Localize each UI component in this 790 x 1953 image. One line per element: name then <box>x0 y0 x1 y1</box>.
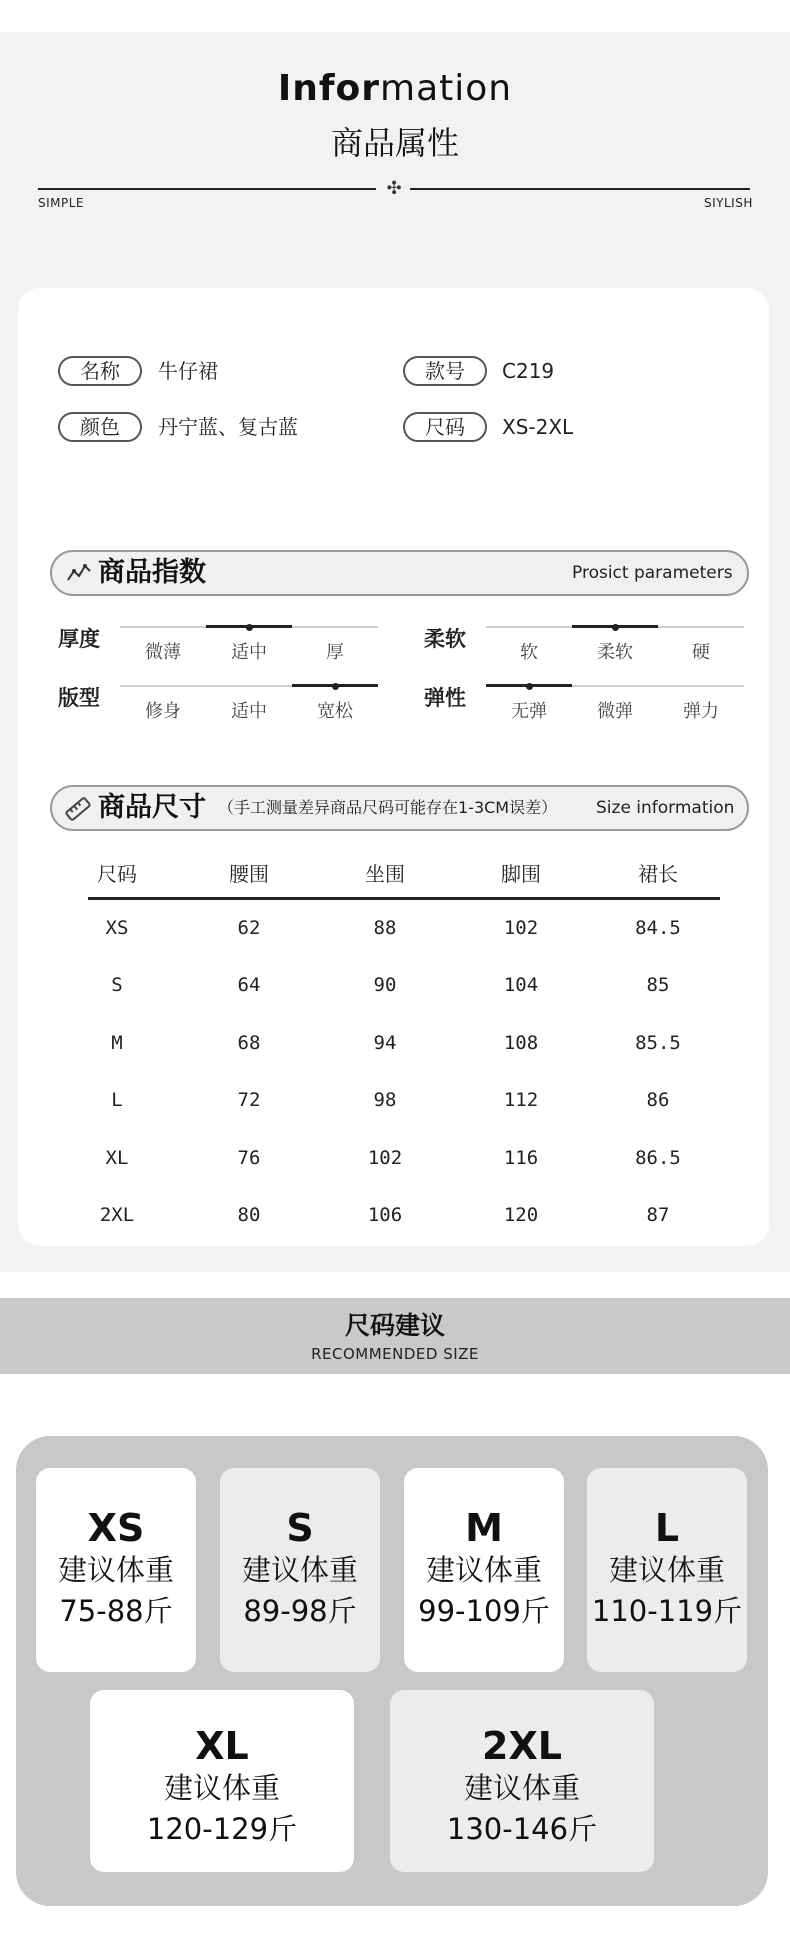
size-table-cell: 84.5 <box>635 917 681 939</box>
size-table-cell: 68 <box>237 1031 261 1054</box>
index-scale-marker <box>246 624 253 631</box>
recommend-box <box>587 1468 747 1672</box>
size-table-cell: 108 <box>503 1031 539 1054</box>
attr-label-color: 颜色 <box>58 412 142 442</box>
recommend-box <box>220 1468 380 1672</box>
size-table-header-rule <box>88 897 720 900</box>
size-table-cell: 87 <box>646 1204 670 1226</box>
recommend-weight-range: 89-98斤 <box>243 1594 357 1628</box>
size-table-cell: 86 <box>646 1089 670 1112</box>
index-scale-option: 硬 <box>692 642 710 663</box>
index-scale-marker <box>612 624 619 631</box>
size-table-header-cell: 坐围 <box>365 862 405 886</box>
index-scale-option: 弹力 <box>683 701 719 722</box>
recommend-weight-range: 75-88斤 <box>59 1594 173 1628</box>
recommend-subtitle: RECOMMENDED SIZE <box>311 1345 479 1363</box>
recommend-weight-label: 建议体重 <box>425 1553 542 1587</box>
size-table-cell: 2XL <box>99 1204 135 1226</box>
index-scale-option: 适中 <box>231 701 267 722</box>
attr-value-style-no: C219 <box>502 359 555 383</box>
info-subheading: 商品属性 <box>330 124 459 162</box>
recommend-weight-label: 建议体重 <box>241 1553 358 1587</box>
recommend-box <box>36 1468 196 1672</box>
recommend-weight-label: 建议体重 <box>608 1553 725 1587</box>
size-table-cell: S <box>111 974 123 997</box>
recommend-box <box>390 1690 654 1872</box>
index-label: 厚度 <box>58 627 100 651</box>
size-table-cell: 112 <box>503 1089 539 1112</box>
recommend-size: L <box>654 1506 680 1550</box>
index-scale-option: 宽松 <box>317 701 353 722</box>
index-scale-option: 柔软 <box>597 642 633 663</box>
index-scale-option: 厚 <box>326 642 344 663</box>
attr-value-color: 丹宁蓝、复古蓝 <box>158 415 298 439</box>
size-section-en: Size information <box>596 798 735 818</box>
size-table-cell: XL <box>105 1146 129 1169</box>
size-table-header-cell: 腰围 <box>229 862 269 886</box>
size-table-header-cell: 裙长 <box>638 862 678 886</box>
size-table-cell: 116 <box>503 1146 539 1169</box>
recommend-weight-range: 120-129斤 <box>146 1812 298 1846</box>
recommend-weight-label: 建议体重 <box>463 1771 580 1805</box>
size-table-cell: 102 <box>367 1146 403 1169</box>
recommend-size: XL <box>195 1724 249 1768</box>
recommend-box <box>404 1468 564 1672</box>
chart-line-icon <box>66 562 92 584</box>
index-scale-option: 修身 <box>145 701 181 722</box>
size-table-cell: 76 <box>237 1146 261 1169</box>
size-table-cell: 85.5 <box>635 1031 681 1054</box>
attr-label-style-no: 款号 <box>403 356 487 386</box>
info-heading: Information <box>277 68 513 109</box>
size-table-cell: 72 <box>237 1089 261 1112</box>
index-scale-marker <box>332 683 339 690</box>
size-table-cell: M <box>111 1031 123 1054</box>
size-table-header-cell: 尺码 <box>97 862 137 886</box>
attr-label-name: 名称 <box>58 356 142 386</box>
size-table-cell: 120 <box>503 1204 539 1226</box>
size-section-title: 商品尺寸 <box>98 792 206 823</box>
attr-value-size: XS-2XL <box>502 415 574 439</box>
divider-ornament-icon: ✣ <box>386 178 402 199</box>
index-scale-option: 适中 <box>231 642 267 663</box>
divider-left <box>38 188 376 190</box>
size-table-cell: 104 <box>503 974 539 997</box>
size-table-cell: 90 <box>373 974 397 997</box>
attr-label-size: 尺码 <box>403 412 487 442</box>
index-label: 柔软 <box>424 627 466 651</box>
size-table-cell: 102 <box>503 917 539 939</box>
recommend-size: XS <box>87 1506 145 1550</box>
recommend-weight-range: 99-109斤 <box>418 1594 550 1628</box>
index-section-title: 商品指数 <box>98 557 206 588</box>
tag-simple: SIMPLE <box>38 196 85 210</box>
attr-value-name: 牛仔裙 <box>158 359 218 383</box>
size-table-cell: 62 <box>237 917 261 939</box>
tag-stylish: SIYLISH <box>704 196 753 210</box>
size-section-note: （手工测量差异商品尺码可能存在1-3CM误差） <box>218 798 558 817</box>
recommend-weight-label: 建议体重 <box>163 1771 280 1805</box>
divider-right <box>410 188 750 190</box>
recommend-title: 尺码建议 <box>344 1311 445 1340</box>
index-scale-option: 软 <box>520 642 538 663</box>
index-label: 版型 <box>58 686 100 710</box>
recommend-weight-range: 130-146斤 <box>446 1812 598 1846</box>
size-table-cell: L <box>111 1089 123 1112</box>
size-table-header-cell: 脚围 <box>501 862 541 886</box>
recommend-size: 2XL <box>482 1724 562 1768</box>
ruler-icon <box>64 796 92 822</box>
size-table-cell: 94 <box>373 1031 397 1054</box>
index-scale-marker <box>526 683 533 690</box>
size-table-cell: XS <box>105 917 129 939</box>
recommend-size: S <box>286 1506 314 1550</box>
size-table-cell: 106 <box>367 1204 403 1226</box>
recommend-box <box>90 1690 354 1872</box>
size-table-cell: 98 <box>373 1089 397 1112</box>
index-label: 弹性 <box>424 686 466 710</box>
size-table-cell: 86.5 <box>635 1146 681 1169</box>
recommend-weight-label: 建议体重 <box>57 1553 174 1587</box>
size-table-cell: 85 <box>646 974 670 997</box>
index-section-en: Prosict parameters <box>572 563 733 583</box>
recommend-weight-range: 110-119斤 <box>591 1594 743 1628</box>
size-table-cell: 80 <box>237 1204 261 1226</box>
index-scale-option: 无弹 <box>511 701 547 722</box>
size-table-cell: 88 <box>373 917 397 939</box>
recommend-size: M <box>465 1506 503 1550</box>
index-scale-option: 微弹 <box>597 701 633 722</box>
index-scale-option: 微薄 <box>145 642 181 663</box>
size-table-cell: 64 <box>237 974 261 997</box>
